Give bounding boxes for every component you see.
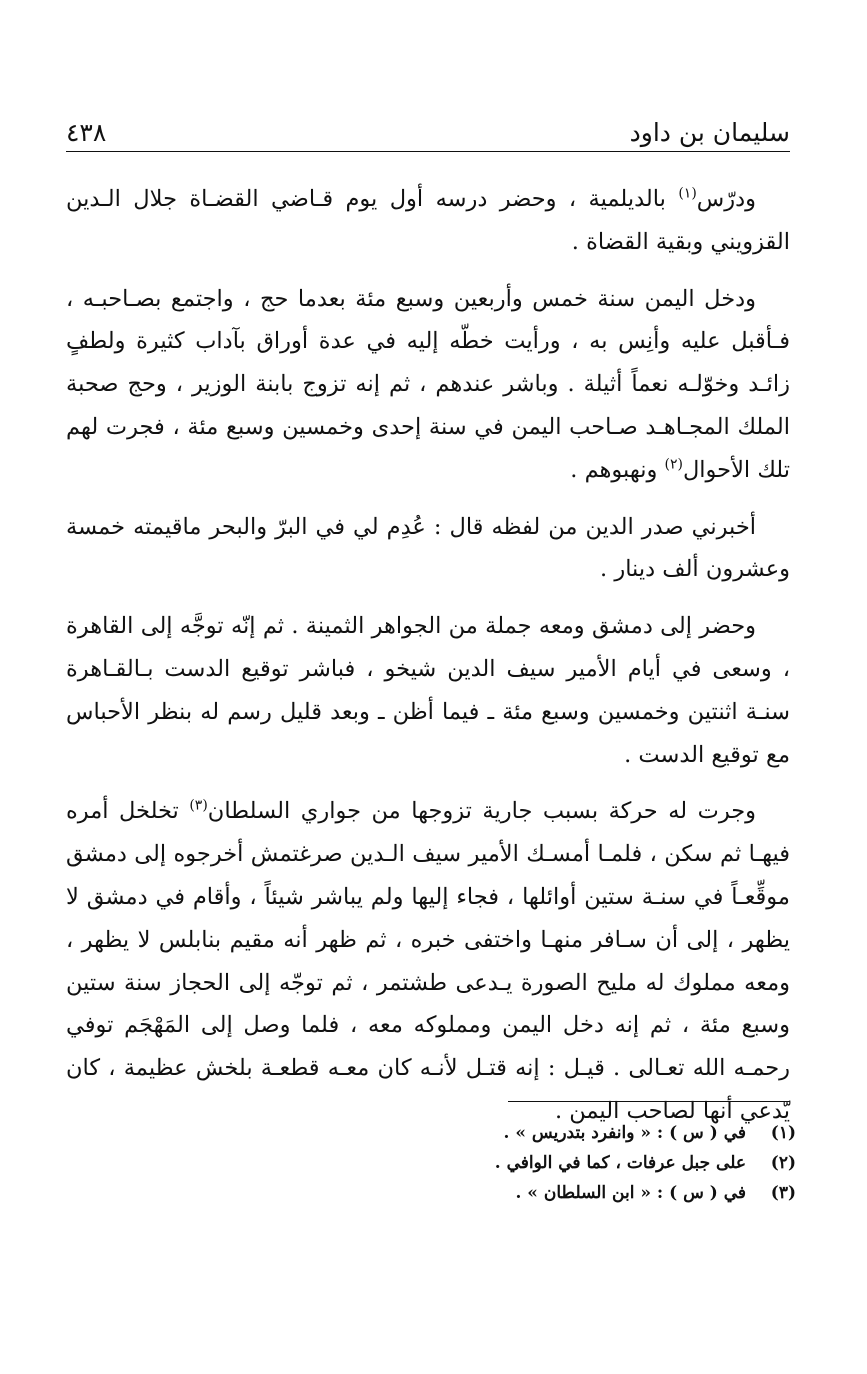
page-number: ٤٣٨ xyxy=(66,118,107,147)
page-header xyxy=(66,112,790,150)
paragraph-5: وجرت له حركة بسبب جارية تزوجها من جواري السلطان$^{(٣)}$ تخلخل أمره فيهـا ثم سكن ، فلمـا أمسـك الأمير سيف الـدين صرغتمش أخرجوه إلى دمشق موقِّعـاً في سنـة ستين أوائلها ، فجاء إليها ولم يباشر شيئاً ، وأقام في دمشق لا يظهر ، إلى أن سـافر منهـا واختفى خبره ، ثم ظهر أنه مقيم بنابلس لا يظهر ، ومعه مملوك له مليح الصورة يـدعى طشتمر ، ثم توجّه إلى الحجاز سنة ستين وسبع مئة ، ثم إنه دخل اليمن ومملوكه معه ، فلما وصل إلى المَهْجَم توفي رحمـه الله تعـالى . قيـل : إنه قتـل لأنـه كان معـه قطعـة بلخش عظيمة ، كان يّدعي أنها لصاحب اليمن . xyxy=(66,797,790,1124)
header-rule xyxy=(66,151,790,152)
footnote-3 xyxy=(66,1178,796,1208)
paragraph-2: ودخل اليمن سنة خمس وأربعين وسبع مئة بعدما حج ، واجتمع بصـاحبـه ، فـأقبل عليه وأنِس به ، ورأيت خطّه إليه في عدة أوراق بآداب كثيرة ولطفٍ زائـد وخوّلـه نعماً أثيلة . وباشر عندهم ، ثم إنه تزوج بابنة الوزير ، وحج صحبة الملك المجـاهـد صـاحب اليمن في سنة إحدى وخمسين وسبع مئة ، فجرت لهم تلك الأحوال$^{(٢)}$ ونهبوهم . xyxy=(66,285,790,483)
paragraph-3: أخبرني صدر الدين من لفظه قال : عُدِم لي في البرّ والبحر ماقيمته خمسة وعشرون ألف دينار . xyxy=(66,513,790,583)
footnote-text: على جبل عرفات ، كما في الوافي . xyxy=(494,1153,746,1173)
footnote-1 xyxy=(66,1118,796,1148)
footnote-number: (٢) xyxy=(770,1153,796,1173)
footnote-ref-3: (٣) xyxy=(189,797,208,814)
main-text xyxy=(66,178,790,1147)
footnote-number: (٣) xyxy=(770,1183,796,1203)
footnote-number: (١) xyxy=(770,1123,796,1143)
footnote-ref-1: (١) xyxy=(678,185,697,202)
footnote-rule xyxy=(508,1101,790,1102)
paragraph-1: ودرّس$^{(١)}$ بالديلمية ، وحضر درسه أول يوم قـاضي القضـاة جلال الـدين القزويني وبقية القضاة . xyxy=(66,185,790,255)
footnote-ref-2: (٢) xyxy=(664,456,683,473)
running-title: سليمان بن داود xyxy=(629,118,790,147)
footnote-2 xyxy=(66,1148,796,1178)
paragraph-4: وحضر إلى دمشق ومعه جملة من الجواهر الثمينة . ثم إنّه توجَّه إلى القاهرة ، وسعى في أيام الأمير سيف الدين شيخو ، فباشر توقيع الدست بـالقـاهرة سنـة اثنتين وخمسين وسبع مئة ـ فيما أظن ـ وبعد قليل رسم له بنظر الأحباس مع توقيع الدست . xyxy=(66,613,790,768)
footnote-text: في ( س ) : « ابن السلطان » . xyxy=(515,1183,746,1203)
footnotes xyxy=(66,1118,796,1208)
footnote-text: في ( س ) : « وانفرد بتدريس » . xyxy=(503,1123,746,1143)
